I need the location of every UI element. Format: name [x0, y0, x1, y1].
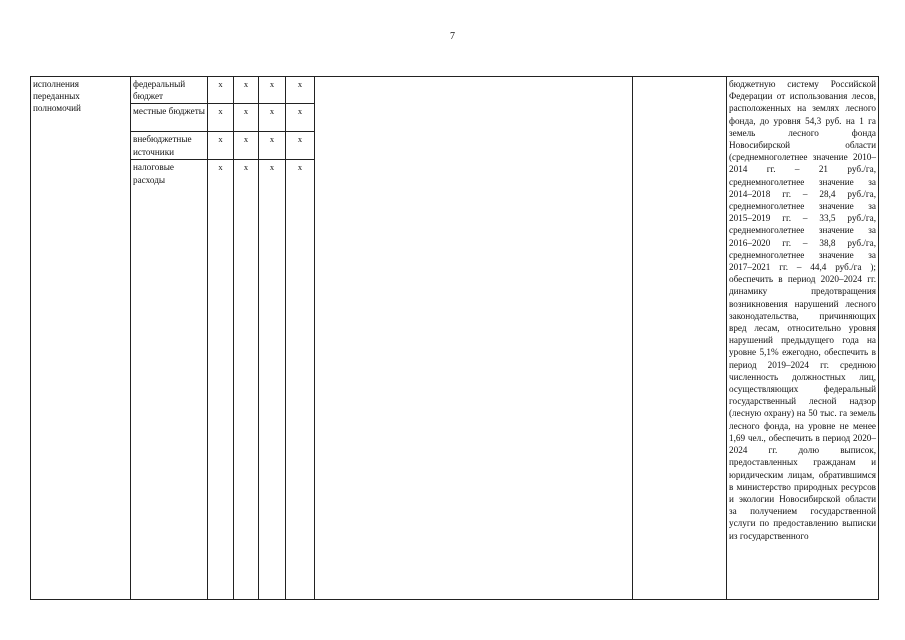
funding-source-cell: федеральный бюджет — [131, 77, 208, 104]
value-cell: x — [234, 104, 259, 132]
value-cell: x — [259, 104, 286, 132]
value-cell: x — [259, 77, 286, 104]
value-cell: x — [208, 77, 234, 104]
value-cell: x — [234, 160, 259, 600]
value-cell: x — [259, 132, 286, 160]
table-row — [31, 77, 879, 104]
value-cell: x — [286, 160, 315, 600]
program-table — [30, 76, 879, 600]
page-number: 7 — [450, 31, 455, 42]
value-cell: x — [234, 132, 259, 160]
goal-cell: исполнения переданных полномочий — [31, 77, 131, 600]
expected-results-cell: бюджетную систему Российской Федерации от использования лесов, расположенных на землях лесного фонда, до уровня 54,3 руб. на 1 га земель лесного фонда Новосибирской области (среднемноголетнее значение 2010–2014 гг. – 21 руб./га, среднемноголетнее значение за 2014–2018 гг. – 28,4 руб./га, среднемноголетнее значение за 2015–2019 гг. – 33,5 руб./га, среднемноголетнее значение за 2016–2020 гг. – 38,8 руб./га, среднемноголетнее значение за 2017–2021 гг. – 44,4 руб./га ); обеспечить в период 2020–2024 гг. динамику предотвращения возникновения нарушений лесного законодательства, причиняющих вред лесам, относительно уровня нарушений предыдущего года на уровне 5,1% ежегодно, обеспечить в период 2019–2024 гг. среднюю численность должностных лиц, осуществляющих федеральный государственный лесной надзор (лесную охрану) на 50 тыс. га земель лесного фонда, на уровне не менее 1,69 чел., обеспечить в период 2020–2024 гг. долю выписок, предоставленных гражданам и юридическим лицам, обратившимся в министерство природных ресурсов и экологии Новосибирской области за получением государственной услуги по предоставлению выписки из государственного — [727, 77, 879, 600]
funding-source-cell: внебюджетные источники — [131, 132, 208, 160]
value-cell: x — [286, 132, 315, 160]
value-cell: x — [259, 160, 286, 600]
empty-cell — [633, 77, 727, 600]
value-cell: x — [208, 132, 234, 160]
value-cell: x — [208, 160, 234, 600]
value-cell: x — [286, 77, 315, 104]
value-cell: x — [208, 104, 234, 132]
value-cell: x — [234, 77, 259, 104]
funding-source-cell: местные бюджеты — [131, 104, 208, 132]
funding-source-cell: налоговые расходы — [131, 160, 208, 600]
empty-cell — [315, 77, 633, 600]
value-cell: x — [286, 104, 315, 132]
